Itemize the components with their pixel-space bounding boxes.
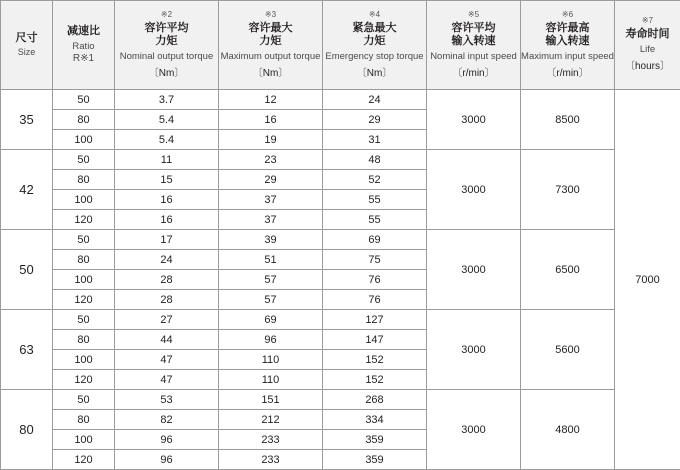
ratio-cell: 50 — [53, 90, 115, 110]
table-body — [1, 90, 680, 470]
nominal-torque-cell: 82 — [115, 410, 219, 430]
emergency-torque-cell: 76 — [323, 270, 427, 290]
header-size: 尺寸 Size — [1, 1, 53, 90]
max-speed-cell: 6500 — [521, 230, 615, 310]
max-speed-cell: 5600 — [521, 310, 615, 390]
table-row — [1, 90, 680, 110]
header-max-speed: ※6 容许最高 输入转速 Maximum input speed 〔r/min〕 — [521, 1, 615, 90]
nominal-torque-cell: 17 — [115, 230, 219, 250]
nominal-speed-cell: 3000 — [427, 230, 521, 310]
max-torque-cell: 110 — [219, 350, 323, 370]
nominal-torque-cell: 24 — [115, 250, 219, 270]
ratio-cell: 100 — [53, 350, 115, 370]
max-torque-cell: 233 — [219, 430, 323, 450]
emergency-torque-cell: 29 — [323, 110, 427, 130]
ratio-cell: 120 — [53, 210, 115, 230]
ratio-cell: 100 — [53, 190, 115, 210]
emergency-torque-cell: 127 — [323, 310, 427, 330]
nominal-torque-cell: 15 — [115, 170, 219, 190]
emergency-torque-cell: 55 — [323, 190, 427, 210]
size-cell: 50 — [1, 230, 53, 310]
emergency-torque-cell: 55 — [323, 210, 427, 230]
max-torque-cell: 39 — [219, 230, 323, 250]
ratio-cell: 80 — [53, 170, 115, 190]
max-torque-cell: 96 — [219, 330, 323, 350]
nominal-torque-cell: 16 — [115, 210, 219, 230]
emergency-torque-cell: 24 — [323, 90, 427, 110]
ratio-cell: 120 — [53, 450, 115, 470]
ratio-cell: 50 — [53, 390, 115, 410]
header-nominal-torque: ※2 容许平均 力矩 Nominal output torque 〔Nm〕 — [115, 1, 219, 90]
table-row — [1, 230, 680, 250]
size-cell: 63 — [1, 310, 53, 390]
emergency-torque-cell: 52 — [323, 170, 427, 190]
max-torque-cell: 23 — [219, 150, 323, 170]
nominal-torque-cell: 47 — [115, 370, 219, 390]
table-row — [1, 150, 680, 170]
emergency-torque-cell: 359 — [323, 450, 427, 470]
ratio-cell: 80 — [53, 330, 115, 350]
nominal-speed-cell: 3000 — [427, 390, 521, 470]
max-speed-cell: 4800 — [521, 390, 615, 470]
max-speed-cell: 7300 — [521, 150, 615, 230]
nominal-torque-cell: 5.4 — [115, 110, 219, 130]
ratio-cell: 50 — [53, 310, 115, 330]
nominal-torque-cell: 27 — [115, 310, 219, 330]
max-torque-cell: 151 — [219, 390, 323, 410]
max-torque-cell: 57 — [219, 290, 323, 310]
size-cell: 80 — [1, 390, 53, 470]
nominal-torque-cell: 96 — [115, 450, 219, 470]
ratio-cell: 120 — [53, 290, 115, 310]
emergency-torque-cell: 147 — [323, 330, 427, 350]
nominal-torque-cell: 47 — [115, 350, 219, 370]
nominal-torque-cell: 28 — [115, 290, 219, 310]
max-torque-cell: 12 — [219, 90, 323, 110]
nominal-torque-cell: 44 — [115, 330, 219, 350]
header-ratio: 减速比 Ratio R※1 — [53, 1, 115, 90]
ratio-cell: 50 — [53, 150, 115, 170]
ratio-cell: 120 — [53, 370, 115, 390]
nominal-torque-cell: 28 — [115, 270, 219, 290]
life-cell: 7000 — [615, 90, 680, 470]
max-torque-cell: 19 — [219, 130, 323, 150]
ratio-cell: 80 — [53, 410, 115, 430]
max-torque-cell: 233 — [219, 450, 323, 470]
nominal-torque-cell: 5.4 — [115, 130, 219, 150]
emergency-torque-cell: 334 — [323, 410, 427, 430]
ratio-cell: 50 — [53, 230, 115, 250]
nominal-speed-cell: 3000 — [427, 90, 521, 150]
max-torque-cell: 110 — [219, 370, 323, 390]
size-cell: 35 — [1, 90, 53, 150]
header-max-torque: ※3 容许最大 力矩 Maximum output torque 〔Nm〕 — [219, 1, 323, 90]
ratio-cell: 100 — [53, 270, 115, 290]
max-torque-cell: 37 — [219, 190, 323, 210]
nominal-speed-cell: 3000 — [427, 150, 521, 230]
ratio-cell: 100 — [53, 430, 115, 450]
emergency-torque-cell: 69 — [323, 230, 427, 250]
max-torque-cell: 69 — [219, 310, 323, 330]
ratio-cell: 80 — [53, 250, 115, 270]
emergency-torque-cell: 31 — [323, 130, 427, 150]
header-row — [1, 1, 680, 90]
max-torque-cell: 16 — [219, 110, 323, 130]
emergency-torque-cell: 268 — [323, 390, 427, 410]
nominal-torque-cell: 3.7 — [115, 90, 219, 110]
max-torque-cell: 57 — [219, 270, 323, 290]
emergency-torque-cell: 75 — [323, 250, 427, 270]
size-cell: 42 — [1, 150, 53, 230]
header-emergency-torque: ※4 紧急最大 力矩 Emergency stop torque 〔Nm〕 — [323, 1, 427, 90]
nominal-speed-cell: 3000 — [427, 310, 521, 390]
max-speed-cell: 8500 — [521, 90, 615, 150]
table-header — [1, 1, 680, 90]
table-row — [1, 310, 680, 330]
header-life: ※7 寿命时间 Life 〔hours〕 — [615, 1, 680, 90]
emergency-torque-cell: 359 — [323, 430, 427, 450]
emergency-torque-cell: 152 — [323, 370, 427, 390]
max-torque-cell: 37 — [219, 210, 323, 230]
ratio-cell: 100 — [53, 130, 115, 150]
max-torque-cell: 212 — [219, 410, 323, 430]
nominal-torque-cell: 96 — [115, 430, 219, 450]
header-nominal-speed: ※5 容许平均 输入转速 Nominal input speed 〔r/min〕 — [427, 1, 521, 90]
emergency-torque-cell: 48 — [323, 150, 427, 170]
ratio-cell: 80 — [53, 110, 115, 130]
emergency-torque-cell: 152 — [323, 350, 427, 370]
table-row — [1, 390, 680, 410]
emergency-torque-cell: 76 — [323, 290, 427, 310]
nominal-torque-cell: 11 — [115, 150, 219, 170]
max-torque-cell: 29 — [219, 170, 323, 190]
nominal-torque-cell: 16 — [115, 190, 219, 210]
nominal-torque-cell: 53 — [115, 390, 219, 410]
max-torque-cell: 51 — [219, 250, 323, 270]
